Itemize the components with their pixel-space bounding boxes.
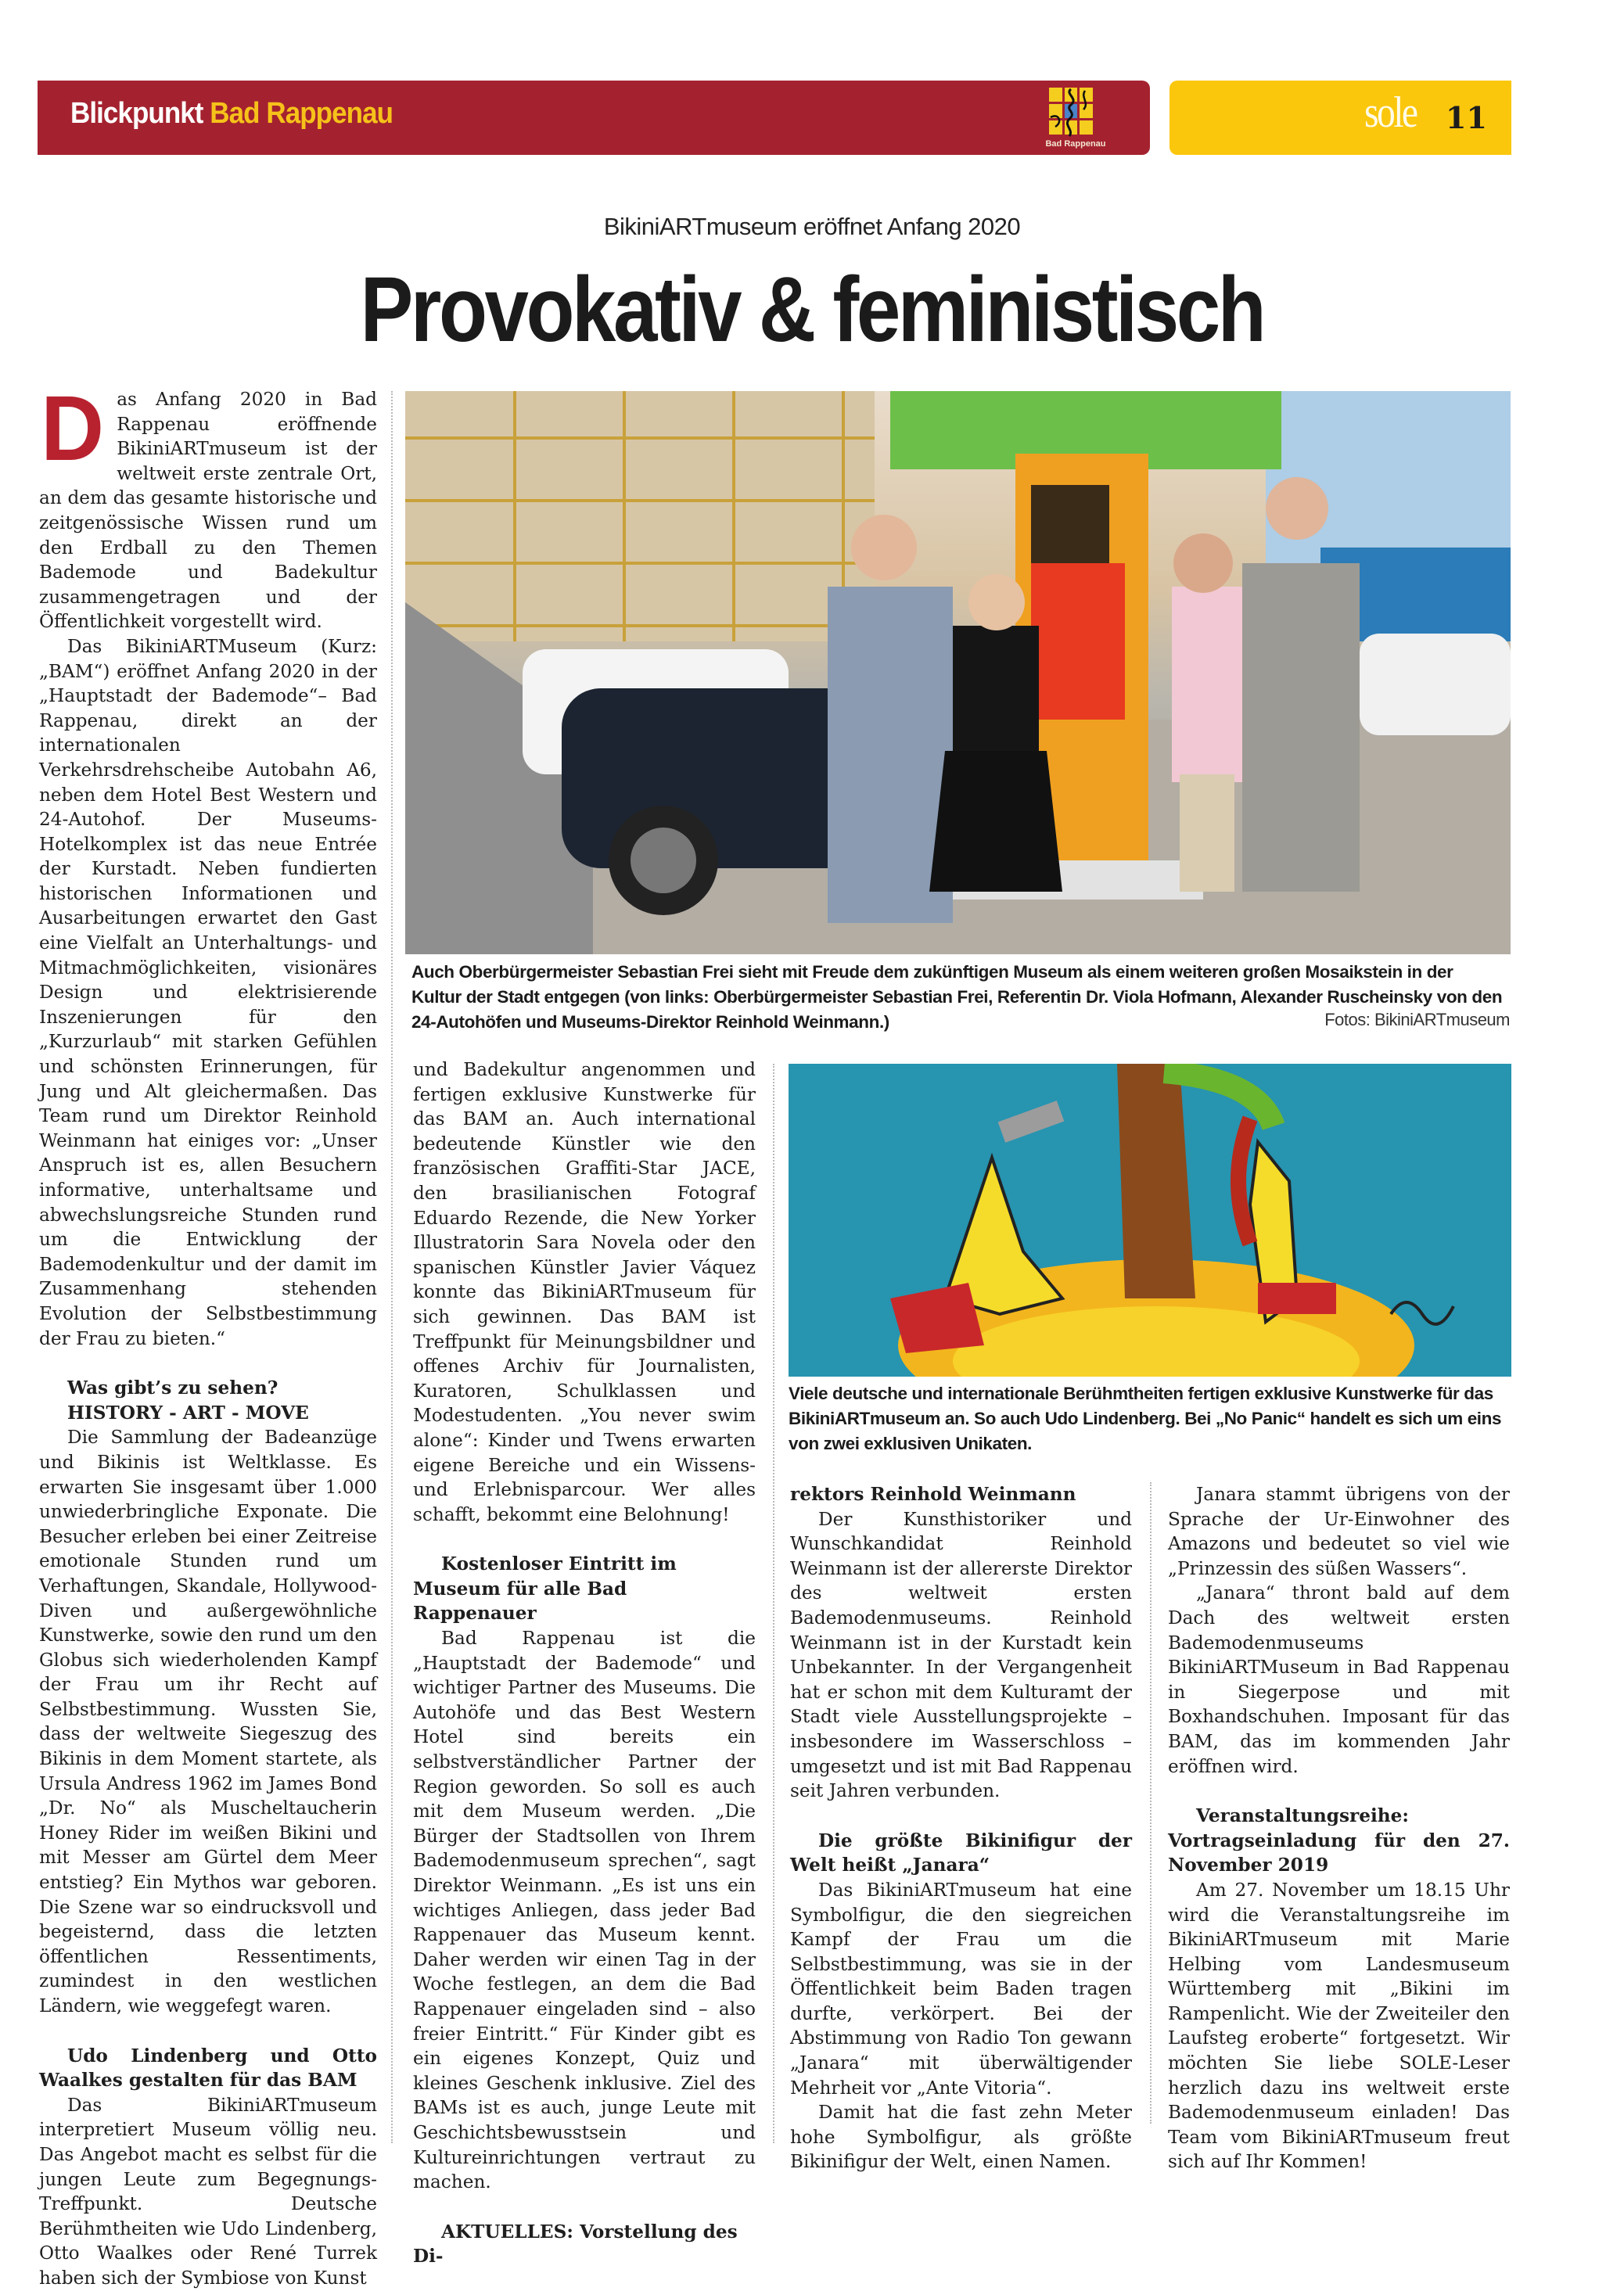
- lead-paragraph: Das Anfang 2020 in Bad Rappenau eröffnende BikiniARTmuseum ist der weltweit erste zentrale Ort, an dem das gesamte historische und zeitgenössische Wissen rund um den Erdball zu den Themen Bademode und Badekultur zusammengetragen und der Öffentlichkeit vorgestellt wird.: [39, 377, 377, 633]
- column-2: [413, 1058, 756, 2269]
- artwork-caption: Viele deutsche und internationale Berühmtheiten fertigen exklusive Kunstwerke für das BikiniARTmuseum an. So auch Udo Lindenberg. Bei „No Panic“ handelt es sich um eins von zwei exklusiven Unikaten.: [789, 1384, 1502, 1453]
- artwork-image: [789, 1064, 1511, 1377]
- publication-name: sole: [1364, 88, 1417, 137]
- subheading: HISTORY - ART - MOVE: [67, 1402, 309, 1424]
- paragraph: Das BikiniARTmuseum interpretiert Museum völlig neu. Das Angebot macht es selbst für die jungen Leute zum Begegnungs-Treffpunkt. Deutsche Berühmtheiten wie Udo Lindenberg, Otto Waalkes oder René Turrek haben sich der Symbiose von Kunst: [39, 2094, 377, 2289]
- city-logo: [1043, 86, 1108, 155]
- drop-cap: D: [41, 377, 105, 480]
- subheading: Kostenloser Eintritt im Museum für alle Bad Rappenauer: [413, 1553, 677, 1625]
- photo-caption: Auch Oberbürgermeister Sebastian Frei sieht mit Freude dem zukünftigen Museum als einem weiteren großen Mosaikstein in der Kultur der Stadt entgegen (von links: Oberbürgermeister Sebastian Frei, Referentin Dr. Viola Hofmann, Alexander Ruscheinsky von den 24-Autohöfen und Museums-Direktor Reinhold Weinmann.): [411, 962, 1503, 1032]
- subheading: Was gibt’s zu sehen?: [67, 1377, 278, 1399]
- subheading: Udo Lindenberg und Otto Waalkes gestalten für das BAM: [39, 2045, 377, 2092]
- subheading: AKTUELLES: Vorstellung des Di-: [413, 2221, 738, 2268]
- subheading: Die größte Bikinifigur der Welt heißt „Janara“: [790, 1830, 1132, 1876]
- paragraph: „Janara“ thront bald auf dem Dach des weltweit ersten Bademodenmuseums BikiniARTMuseum in Bad Rappenau in Siegerpose und mit Boxhandschuhen. Imposant für das BAM, das im kommenden Jahr eröffnen wird.: [1168, 1582, 1510, 1777]
- paragraph: Bad Rappenau ist die „Hauptstadt der Bademode“ und wichtiger Partner des Museums. Die Autohöfe und das Best Western Hotel sind bereits ein selbstverständlicher Partner der Region geworden. So soll es auch mit dem Museum werden. „Die Bürger der Stadtsollen von Ihrem Bademodenmuseum sprechen“, sagt Direktor Weinmann. „Es ist uns ein wichtiges Anliegen, dass jeder Bad Rappenauer das Museum kennt. Daher werden wir einen Tag in der Woche festlegen, an dem die Bad Rappenauer eingeladen sind – also freier Eintritt.“ Für Kinder gibt es ein eigenes Konzept, Quiz und kleines Geschenk inklusive. Ziel des BAMs ist es auch, junge Leute mit Geschichtsbewusstsein und Kultureinrichtungen vertraut zu machen.: [413, 1628, 756, 2193]
- paragraph: Das BikiniARTmuseum hat eine Symbolfigur, die den siegreichen Kampf der Frau um die Selbstbestimmung, was sie in der Öffentlichkeit beim Baden tragen durfte, verkörpert. Bei der Abstimmung von Radio Ton gewann „Janara“ mit überwältigender Mehrheit vor „Ante Vitoria“.: [790, 1879, 1132, 2099]
- section-title: [70, 97, 393, 131]
- column-3: [790, 1482, 1132, 2174]
- logo-caption: Bad Rappenau: [1045, 139, 1106, 149]
- group-photo: [405, 391, 1511, 954]
- column-divider: [1150, 1482, 1152, 2124]
- subheading: Veranstaltungsreihe: Vortragseinladung für den 27. November 2019: [1168, 1805, 1510, 1876]
- column-divider: [773, 1064, 774, 2143]
- paragraph: Der Kunsthistoriker und Wunschkandidat Reinhold Weinmann ist der allererste Direktor des weltweit ersten Bademodenmuseums. Reinhold Weinmann ist in der Kurstadt kein Unbekannter. In der Vergangenheit hat er schon mit dem Kulturamt der Stadt viele Ausstellungsprojekte – insbesondere im Wasserschloss – umgesetzt und ist mit Bad Rappenau seit Jahren verbunden.: [790, 1508, 1132, 1802]
- group-photo-image: [405, 391, 1511, 954]
- paragraph: Am 27. November um 18.15 Uhr wird die Veranstaltungsreihe im BikiniARTmuseum mit Marie Helbing vom Landesmuseum Württemberg mit „Bikini im Rampenlicht. Wie der Zweiteiler den Laufsteg eroberte“ fortgesetzt. Wir möchten Sie liebe SOLE-Leser herzlich dazu ins weltweit erste Bademodenmuseum einladen! Das Team vom BikiniARTmuseum freut sich auf Ihr Kommen!: [1168, 1879, 1510, 2173]
- column-1: [39, 377, 377, 2291]
- section-prefix: Blickpunkt: [70, 97, 203, 130]
- subheading: rektors Reinhold Weinmann: [790, 1484, 1076, 1505]
- paragraph: Die Sammlung der Badeanzüge und Bikinis ist Weltklasse. Es erwarten Sie insgesamt über 1.000 unwiederbringliche Exponate. Die Besucher erleben bei einer Zeitreise emotionale Stunden rund um Verhaftungen, Skandale, Hollywood-Diven und außergewöhnliche Kunstwerke, sowie den rund um den Globus sich wiederholenden Kampf der Frau um ihr Recht auf Selbstbestimmung. Wussten Sie, dass der weltweite Siegeszug des Bikinis in dem Moment startete, als Ursula Andress 1962 im James Bond „Dr. No“ als Muscheltaucherin Honey Rider im weißen Bikini und mit Messer am Gürtel dem Meer entstieg? Ein Mythos war geboren. Die Szene war so eindrucksvoll und begeisternd, dass die letzten öffentlichen Ressentiments, zumindest in den westlichen Ländern, wie weggefegt waren.: [39, 1427, 377, 2016]
- logo-figure-icon: [1047, 86, 1098, 138]
- headline: Provokativ & feministisch: [360, 258, 1264, 361]
- column-divider: [391, 391, 393, 2143]
- paragraph: Janara stammt übrigens von der Sprache der Ur-Einwohner des Amazons und bedeutet so viel wie „Prinzessin des süßen Wassers“.: [1168, 1484, 1510, 1579]
- section-place: Bad Rappenau: [210, 97, 393, 130]
- column-4: [1168, 1482, 1510, 2174]
- photo-credit: Fotos: BikiniARTmuseum: [1324, 1010, 1510, 1029]
- artwork-photo: [789, 1064, 1511, 1377]
- paragraph: Das BikiniARTMuseum (Kurz: „BAM“) eröffnet Anfang 2020 in der „Hauptstadt der Bademode“– Bad Rappenau, direkt an der internationalen Verkehrsdrehscheibe Autobahn A6, neben dem Hotel Best Western und 24-Autohof. Der Museums-Hotelkomplex ist das neue Entrée der Kurstadt. Neben fundierten historischen Informationen und Ausarbeitungen erwartet den Gast eine Vielfalt an Unterhaltungs- und Mitmachmöglichkeiten, visionäres Design und elektrisierende Inszenierungen für den „Kurzurlaub“ mit starken Gefühlen und schönsten Erinnerungen, für Jung und Alt gleichermaßen. Das Team rund um Direktor Reinhold Weinmann hat einiges vor: „Unser Anspruch ist es, allen Besuchern informative, unterhaltsame und abwechslungsreiche Stunden rund um die Entwicklung der Bademodenkultur und der damit im Zusammenhang stehenden Evolution der Selbstbestimmung der Frau zu bieten.“: [39, 635, 377, 1349]
- page-number: 11: [1446, 100, 1487, 135]
- paragraph: Damit hat die fast zehn Meter hohe Symbolfigur, als größte Bikinifigur der Welt, einen Namen.: [790, 2102, 1132, 2173]
- paragraph: und Badekultur angenommen und fertigen exklusive Kunstwerke für das BAM an. Auch international bedeutende Künstler wie den französischen Graffiti-Star JACE, den brasilianischen Fotograf Eduardo Rezende, die New Yorker Illustratorin Sara Novela oder den spanischen Künstler Javier Váquez konnte das BikiniARTmuseum für sich gewinnen. Das BAM ist Treffpunkt für Meinungsbildner und offenes Archiv für Journalisten, Kuratoren, Schulklassen und Modestudenten. „You never swim alone“: Kinder und Twens erwarten eigene Bereiche und ein Wissens- und Erlebnisparcour. Wer alles schafft, bekommt eine Belohnung!: [413, 1059, 756, 1525]
- kicker: BikiniARTmuseum eröffnet Anfang 2020: [603, 213, 1021, 240]
